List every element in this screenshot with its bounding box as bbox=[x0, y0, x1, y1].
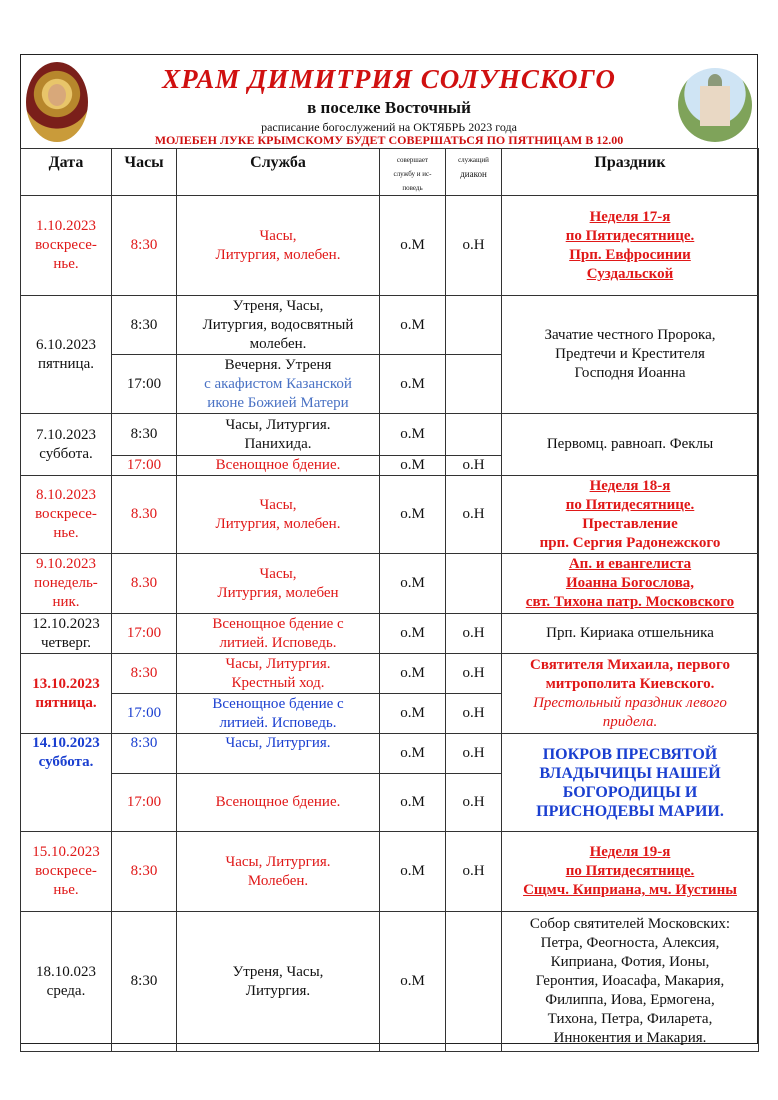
feast-cell: Собор святителей Московских: Петра, Феогноста, Алексия, Киприана, Фотия, Ионы, Геронтия, Иоасафа, Макария, Филиппа, Иова, Ермогена, Тихона, Петра, Филарета, Иннокентия и Макария. bbox=[502, 912, 759, 1052]
time-cell: 8:30 bbox=[112, 296, 177, 355]
celebrant-cell: о.М bbox=[380, 554, 446, 614]
service-cell: Часы, Литургия. bbox=[177, 734, 380, 774]
date-cell: 13.10.2023 пятница. bbox=[21, 654, 112, 734]
service-cell: Всенощное бдение. bbox=[177, 456, 380, 476]
feast-cell: ПОКРОВ ПРЕСВЯТОЙ ВЛАДЫЧИЦЫ НАШЕЙ БОГОРОДИЦЫ И ПРИСНОДЕВЫ МАРИИ. bbox=[502, 734, 759, 832]
col-service: Служба bbox=[177, 149, 380, 196]
table-row bbox=[21, 554, 759, 614]
col-date: Дата bbox=[21, 149, 112, 196]
service-cell: Всенощное бдение с литией. Исповедь. bbox=[177, 614, 380, 654]
feast-cell: Ап. и евангелиста Иоанна Богослова, свт. Тихона патр. Московского bbox=[502, 554, 759, 614]
time-cell: 8:30 bbox=[112, 832, 177, 912]
deacon-cell: о.Н bbox=[446, 614, 502, 654]
feast-cell: Неделя 18-я по Пятидесятнице. Преставление прп. Сергия Радонежского bbox=[502, 476, 759, 554]
service-cell: Всенощное бдение с литией. Исповедь. bbox=[177, 694, 380, 734]
celebrant-cell: о.М bbox=[380, 774, 446, 832]
table-row bbox=[21, 734, 759, 774]
deacon-cell: о.Н bbox=[446, 832, 502, 912]
feast-cell: Первомц. равноап. Феклы bbox=[502, 414, 759, 476]
deacon-cell bbox=[446, 554, 502, 614]
feast-cell: Святителя Михаила, первого митрополита Киевского. Престольный праздник левого придела. bbox=[502, 654, 759, 734]
page-title: ХРАМ ДИМИТРИЯ СОЛУНСКОГО bbox=[162, 64, 616, 94]
table-header-row bbox=[21, 149, 759, 196]
table-row bbox=[21, 654, 759, 694]
col-feast: Праздник bbox=[502, 149, 759, 196]
time-cell: 17:00 bbox=[112, 456, 177, 476]
date-cell: 7.10.2023 суббота. bbox=[21, 414, 112, 476]
time-cell: 17:00 bbox=[112, 355, 177, 414]
celebrant-cell: о.М bbox=[380, 476, 446, 554]
service-cell: Часы, Литургия. Крестный ход. bbox=[177, 654, 380, 694]
feast-cell: Неделя 17-я по Пятидесятнице. Прп. Евфросинии Суздальской bbox=[502, 196, 759, 296]
celebrant-cell: о.М bbox=[380, 734, 446, 774]
date-cell: 18.10.023 среда. bbox=[21, 912, 112, 1052]
time-cell: 8.30 bbox=[112, 554, 177, 614]
date-cell: 6.10.2023 пятница. bbox=[21, 296, 112, 414]
deacon-cell: о.Н bbox=[446, 196, 502, 296]
table-row bbox=[21, 414, 759, 456]
date-cell: 15.10.2023 воскресе- нье. bbox=[21, 832, 112, 912]
table-row bbox=[21, 614, 759, 654]
deacon-cell: о.Н bbox=[446, 694, 502, 734]
deacon-cell bbox=[446, 414, 502, 456]
schedule-caption: расписание богослужений на ОКТЯБРЬ 2023 года bbox=[261, 120, 517, 134]
celebrant-cell: о.М bbox=[380, 355, 446, 414]
feast-cell: Неделя 19-я по Пятидесятнице. Сщмч. Киприана, мч. Иустины bbox=[502, 832, 759, 912]
deacon-cell: о.Н bbox=[446, 654, 502, 694]
feast-cell: Прп. Кириака отшельника bbox=[502, 614, 759, 654]
col-deacon: служащий диакон bbox=[446, 149, 502, 196]
service-cell: Часы, Литургия, молебен bbox=[177, 554, 380, 614]
schedule-table bbox=[20, 148, 759, 1052]
header bbox=[20, 54, 758, 148]
time-cell: 8.30 bbox=[112, 476, 177, 554]
table-row bbox=[21, 912, 759, 1052]
deacon-cell bbox=[446, 355, 502, 414]
service-cell: Часы, Литургия, молебен. bbox=[177, 196, 380, 296]
date-cell: 8.10.2023 воскресе- нье. bbox=[21, 476, 112, 554]
celebrant-cell: о.М bbox=[380, 196, 446, 296]
time-cell: 17:00 bbox=[112, 614, 177, 654]
time-cell: 8:30 bbox=[112, 414, 177, 456]
celebrant-cell: о.М bbox=[380, 694, 446, 734]
celebrant-cell: о.М bbox=[380, 456, 446, 476]
deacon-cell bbox=[446, 912, 502, 1052]
service-cell: Всенощное бдение. bbox=[177, 774, 380, 832]
date-cell: 12.10.2023 четверг. bbox=[21, 614, 112, 654]
service-cell: Вечерня. Утреня с акафистом Казанской иконе Божией Матери bbox=[177, 355, 380, 414]
service-cell: Утреня, Часы, Литургия, водосвятный молебен. bbox=[177, 296, 380, 355]
date-cell: 14.10.2023 суббота. bbox=[21, 734, 112, 832]
celebrant-cell: о.М bbox=[380, 296, 446, 355]
celebrant-cell: о.М bbox=[380, 414, 446, 456]
deacon-cell: о.Н bbox=[446, 774, 502, 832]
deacon-cell bbox=[446, 296, 502, 355]
deacon-cell: о.Н bbox=[446, 734, 502, 774]
time-cell: 17:00 bbox=[112, 694, 177, 734]
time-cell: 8:30 bbox=[112, 196, 177, 296]
service-cell: Утреня, Часы, Литургия. bbox=[177, 912, 380, 1052]
celebrant-cell: о.М bbox=[380, 832, 446, 912]
time-cell: 17:00 bbox=[112, 774, 177, 832]
table-row bbox=[21, 196, 759, 296]
moleben-notice: МОЛЕБЕН ЛУКЕ КРЫМСКОМУ БУДЕТ СОВЕРШАТЬСЯ ПО ПЯТНИЦАМ В 12.00 bbox=[154, 133, 624, 147]
deacon-cell: о.Н bbox=[446, 456, 502, 476]
time-cell: 8:30 bbox=[112, 912, 177, 1052]
service-cell: Часы, Литургия. Панихида. bbox=[177, 414, 380, 456]
feast-cell: Зачатие честного Пророка, Предтечи и Крестителя Господня Иоанна bbox=[502, 296, 759, 414]
service-cell: Часы, Литургия. Молебен. bbox=[177, 832, 380, 912]
col-hours: Часы bbox=[112, 149, 177, 196]
time-cell: 8:30 bbox=[112, 734, 177, 774]
celebrant-cell: о.М bbox=[380, 614, 446, 654]
table-row bbox=[21, 832, 759, 912]
time-cell: 8:30 bbox=[112, 654, 177, 694]
date-cell: 1.10.2023 воскресе- нье. bbox=[21, 196, 112, 296]
page-subtitle: в поселке Восточный bbox=[307, 98, 471, 117]
date-cell: 9.10.2023 понедель- ник. bbox=[21, 554, 112, 614]
table-row bbox=[21, 296, 759, 355]
service-cell: Часы, Литургия, молебен. bbox=[177, 476, 380, 554]
celebrant-cell: о.М bbox=[380, 654, 446, 694]
celebrant-cell: о.М bbox=[380, 912, 446, 1052]
deacon-cell: о.Н bbox=[446, 476, 502, 554]
table-row bbox=[21, 476, 759, 554]
col-celebrant: совершает службу и ис- поведь bbox=[380, 149, 446, 196]
